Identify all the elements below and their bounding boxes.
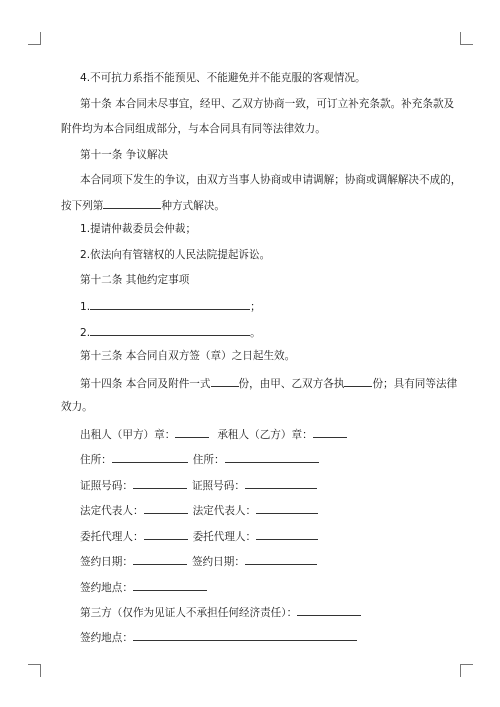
article-10-line-1: 第十条 本合同未尽事宜，经甲、乙双方协商一致，可订立补充条款。补充条款及 — [80, 98, 455, 110]
item-1-blank[interactable] — [90, 298, 250, 310]
lessor-address-label: 住所： — [80, 454, 112, 466]
sign-place-label: 签约地点： — [80, 582, 133, 594]
lessor-seal-label: 出租人（甲方）章： — [80, 429, 176, 441]
lessor-address-blank[interactable] — [112, 451, 188, 463]
sig-row-date — [80, 553, 317, 569]
article-14-prefix: 第十四条 本合同及附件一式 — [80, 378, 211, 390]
article-11-line-2-suffix: 种方式解决。 — [161, 200, 225, 212]
article-11-line-2-prefix: 按下列第 — [61, 200, 104, 212]
article-14-line-2: 效力。 — [61, 401, 93, 413]
lessor-seal-blank[interactable] — [175, 426, 209, 438]
article-14-suffix: 份；具有同等法律 — [372, 378, 458, 390]
lessee-seal-blank[interactable] — [313, 426, 347, 438]
article-11-option-2: 2.依法向有管辖权的人民法院提起诉讼。 — [80, 249, 271, 261]
sig-row-third-party-place — [80, 629, 357, 645]
crop-mark-bottom-left — [28, 664, 41, 677]
crop-mark-top-left — [28, 32, 41, 45]
lessee-agent-label: 委托代理人： — [192, 531, 257, 543]
sig-row-legal-rep — [80, 502, 318, 518]
sig-row-id — [80, 477, 317, 493]
clause-force-majeure: 4.不可抗力系指不能预见、不能避免并不能克服的客观情况。 — [80, 72, 366, 84]
third-party-label: 第三方（仅作为见证人不承担任何经济责任）： — [80, 607, 298, 619]
lessor-legal-rep-label: 法定代表人： — [80, 505, 144, 517]
item-1-end: ； — [250, 301, 261, 313]
sig-row-agent — [80, 528, 318, 544]
lessee-id-blank[interactable] — [245, 477, 317, 489]
article-11-line-2 — [61, 197, 225, 213]
lessee-seal-label: 承租人（乙方）章： — [217, 429, 313, 441]
lessee-legal-rep-label: 法定代表人： — [192, 505, 257, 517]
lessor-id-label: 证照号码： — [80, 480, 133, 492]
sig-row-parties — [80, 426, 347, 442]
sig-row-third-party — [80, 604, 361, 620]
lessee-legal-rep-blank[interactable] — [256, 502, 318, 514]
lessor-date-label: 签约日期： — [80, 556, 133, 568]
item-2-number: 2. — [80, 327, 91, 339]
crop-mark-bottom-right — [460, 664, 473, 677]
item-1-number: 1. — [80, 301, 91, 313]
article-11-title: 第十一条 争议解决 — [80, 149, 169, 161]
sig-row-place — [80, 579, 207, 595]
item-2-end: 。 — [250, 327, 261, 339]
third-party-blank[interactable] — [297, 604, 361, 616]
copies-total-blank[interactable] — [211, 375, 239, 387]
lessor-id-blank[interactable] — [133, 477, 187, 489]
method-number-blank[interactable] — [103, 197, 161, 209]
lessor-agent-blank[interactable] — [144, 528, 188, 540]
lessor-date-blank[interactable] — [133, 553, 187, 565]
article-13: 第十三条 本合同自双方签（章）之日起生效。 — [80, 350, 296, 362]
third-party-place-blank[interactable] — [133, 629, 357, 641]
sig-row-address — [80, 451, 319, 467]
article-11-line-1: 本合同项下发生的争议，由双方当事人协商或申请调解；协商或调解解决不成的， — [80, 174, 462, 186]
third-party-place-label: 签约地点： — [80, 632, 133, 644]
copies-each-blank[interactable] — [344, 375, 372, 387]
article-14-line-1 — [80, 375, 457, 391]
lessee-id-label: 证照号码： — [191, 480, 245, 492]
article-14-mid: 份，由甲、乙双方各执 — [238, 378, 345, 390]
article-12-item-2 — [80, 324, 261, 340]
lessee-date-blank[interactable] — [245, 553, 317, 565]
lessee-date-label: 签约日期： — [191, 556, 245, 568]
article-12-title: 第十二条 其他约定事项 — [80, 274, 190, 286]
article-12-item-1 — [80, 298, 261, 314]
lessee-address-label: 住所： — [192, 454, 225, 466]
item-2-blank[interactable] — [90, 324, 250, 336]
lessee-agent-blank[interactable] — [256, 528, 318, 540]
lessee-address-blank[interactable] — [225, 451, 319, 463]
crop-mark-top-right — [460, 32, 473, 45]
article-11-option-1: 1.提请仲裁委员会仲裁； — [80, 223, 197, 235]
article-10-line-2: 附件均为本合同组成部分，与本合同具有同等法律效力。 — [61, 123, 326, 135]
lessor-agent-label: 委托代理人： — [80, 531, 144, 543]
lessor-legal-rep-blank[interactable] — [144, 502, 188, 514]
sign-place-blank[interactable] — [133, 579, 207, 591]
